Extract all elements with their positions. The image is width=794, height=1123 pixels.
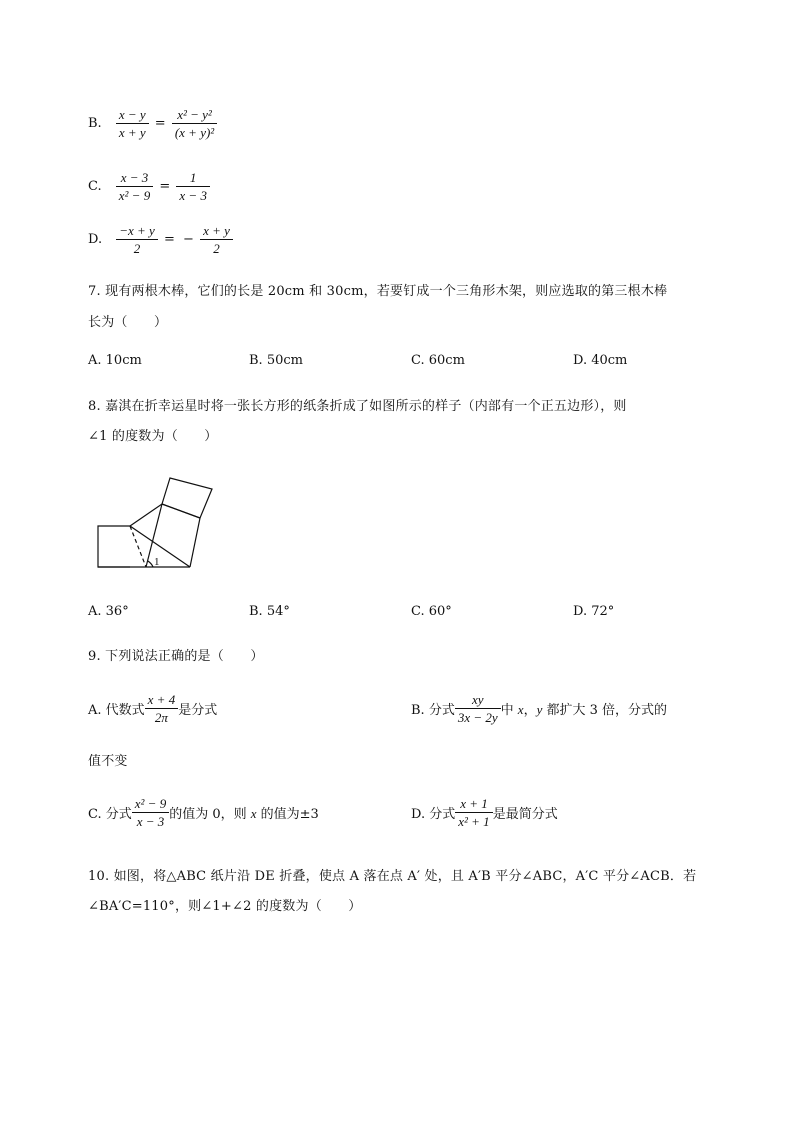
- q9-stem: 9. 下列说法正确的是（ ）: [88, 649, 264, 664]
- angle-label-1: 1: [154, 556, 160, 568]
- q9-option-a: [88, 691, 217, 726]
- q7-option-a: A. 10cm: [88, 353, 142, 368]
- q6-option-b: [88, 106, 217, 141]
- option-label: C.: [88, 179, 102, 194]
- fraction-lhs: $\frac{-x + y}{2}$: [116, 222, 158, 257]
- q7-option-d: D. 40cm: [573, 353, 628, 368]
- fraction-rhs: $\frac{x + y}{2}$: [200, 222, 233, 257]
- option-label: C. 分式: [88, 807, 132, 822]
- q9-option-b: [411, 691, 667, 726]
- fraction: $\frac{xy}{3x - 2y}$: [455, 691, 501, 726]
- option-text: 中 x，y 都扩大 3 倍，分式的: [500, 702, 668, 718]
- equals-sign: =: [154, 116, 166, 131]
- q8-stem-line2: ∠1 的度数为（ ）: [88, 429, 218, 444]
- option-label: B. 分式: [411, 703, 455, 718]
- equals-sign: =: [163, 232, 175, 247]
- q10-stem-line1: 10. 如图，将△ABC 纸片沿 DE 折叠，使点 A 落在点 A′ 处，且 A′B 平分∠ABC，A′C 平分∠ACB．若: [88, 869, 697, 884]
- fraction-lhs: $\frac{x - y}{x + y}$: [116, 106, 149, 141]
- option-label: B.: [88, 116, 102, 131]
- fraction-rhs: $\frac{1}{x - 3}$: [176, 169, 210, 204]
- q7-option-c: C. 60cm: [411, 353, 465, 368]
- q7-stem-line2: 长为（ ）: [88, 315, 168, 330]
- q10-stem-line2: ∠BA′C=110°，则∠1+∠2 的度数为（ ）: [88, 899, 362, 914]
- equals-sign: =: [159, 179, 171, 194]
- q6-option-d: [88, 222, 233, 257]
- q9-option-d: [411, 795, 558, 830]
- q8-option-b: B. 54°: [249, 604, 290, 619]
- option-label: D.: [88, 232, 103, 247]
- fraction-rhs: $\frac{\text{x² − y²}}{\text{(x + y)²}}$: [172, 106, 217, 141]
- minus-sign: −: [183, 232, 194, 247]
- q6-option-c: [88, 169, 210, 204]
- fraction: $\frac{\text{x² − 9}}{x - 3}$: [132, 795, 169, 830]
- fraction: $\frac{x + 4}{2\pi}$: [145, 691, 179, 726]
- q8-option-d: D. 72°: [573, 604, 615, 619]
- folded-paper-figure: [96, 470, 220, 574]
- q8-option-c: C. 60°: [411, 604, 452, 619]
- q8-stem-line1: 8. 嘉淇在折幸运星时将一张长方形的纸条折成了如图所示的样子（内部有一个正五边形），则: [88, 399, 627, 414]
- option-label: A. 代数式: [88, 703, 145, 718]
- option-text: 的值为 0，则 x 的值为±3: [169, 806, 319, 822]
- q7-stem-line1: 7. 现有两根木棒，它们的长是 20cm 和 30cm，若要钉成一个三角形木架，则应选取的第三根木棒: [88, 284, 668, 299]
- option-text: 是分式: [178, 703, 218, 718]
- fraction-lhs: $\frac{x - 3}{\text{x² − 9}}$: [116, 169, 153, 204]
- q9-option-c: [88, 795, 319, 830]
- option-text: 是最简分式: [492, 807, 558, 822]
- q9-option-b-continued: 值不变: [88, 754, 128, 769]
- fraction: $\frac{x + 1}{\text{x² + 1}}$: [455, 795, 492, 830]
- q7-option-b: B. 50cm: [249, 353, 303, 368]
- q8-option-a: A. 36°: [88, 604, 129, 619]
- option-label: D. 分式: [411, 807, 456, 822]
